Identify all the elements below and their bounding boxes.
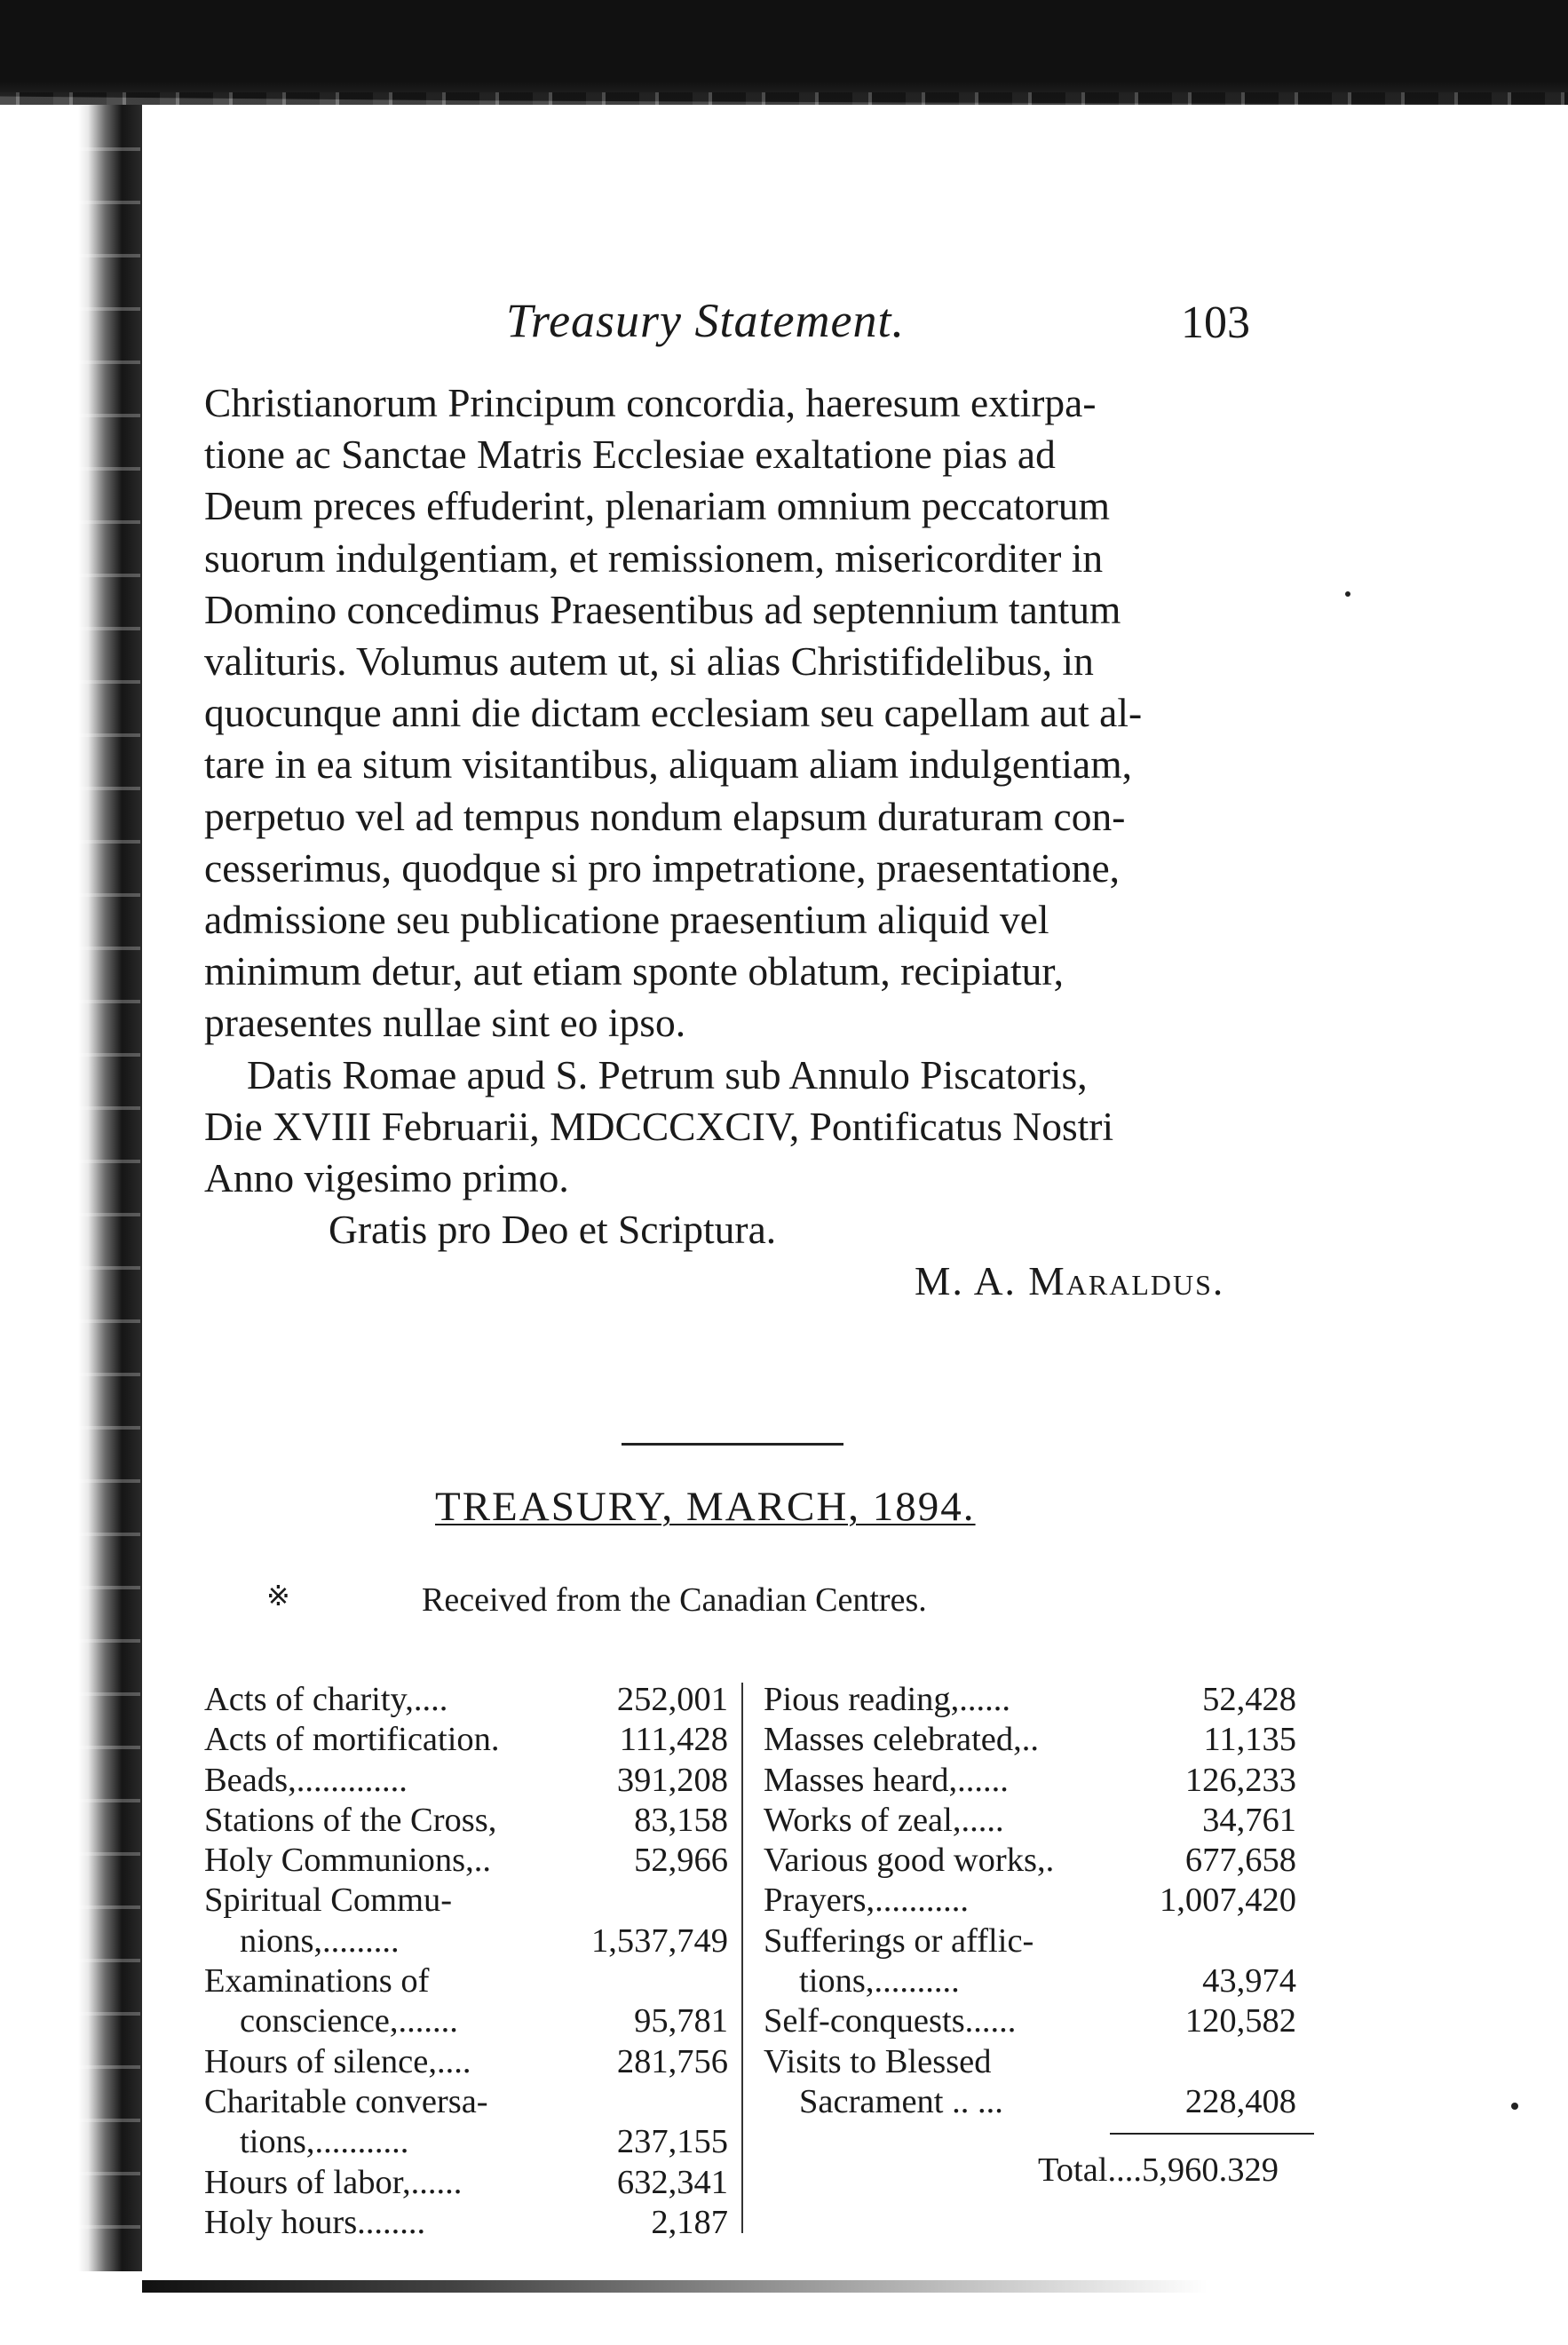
ledger-row: Masses heard,...... 126,233 bbox=[764, 1761, 1296, 1799]
ledger-row: Hours of labor,...... 632,341 bbox=[204, 2163, 728, 2201]
ledger-row: nions,......... 1,537,749 bbox=[240, 1921, 728, 1960]
text-line: Christianorum Principum concordia, haeresum extirpa- bbox=[204, 380, 1097, 425]
column-divider bbox=[741, 1683, 743, 2233]
text-line: Deum preces effuderint, plenariam omnium peccatorum bbox=[204, 483, 1110, 529]
book-page bbox=[142, 133, 1509, 2246]
page-number: 103 bbox=[1181, 297, 1250, 348]
text-line: quocunque anni die dictam ecclesiam seu capellam aut al- bbox=[204, 690, 1143, 736]
ledger-right-column bbox=[764, 1680, 1296, 2191]
ledger-row: Self-conquests...... 120,582 bbox=[764, 2002, 1296, 2040]
scan-mark-icon: ※ bbox=[266, 1580, 290, 1612]
ledger-row: Sufferings or afflic- bbox=[764, 1921, 1034, 1960]
text-line: valituris. Volumus autem ut, si alias Christifidelibus, in bbox=[204, 638, 1094, 685]
section-divider bbox=[622, 1443, 843, 1446]
text-line: tare in ea situm visitantibus, aliquam aliam indulgentiam, bbox=[204, 741, 1133, 788]
ledger-row: Works of zeal,..... 34,761 bbox=[764, 1801, 1296, 1839]
text-line: praesentes nullae sint eo ipso. bbox=[204, 1000, 686, 1046]
ledger-row: Acts of mortification. 111,428 bbox=[204, 1721, 728, 1759]
total-rule bbox=[1110, 2133, 1314, 2135]
treasury-heading: TREASURY, MARCH, 1894. bbox=[435, 1484, 976, 1530]
scan-top-border bbox=[0, 0, 1568, 105]
ledger-row: Holy Communions,.. 52,966 bbox=[204, 1842, 728, 1880]
signature: M. A. Maraldus. bbox=[915, 1258, 1225, 1304]
ledger-left-column bbox=[204, 1680, 728, 2243]
ledger-row: Prayers,........... 1,007,420 bbox=[764, 1882, 1296, 1920]
ledger-row: Sacrament .. ... 228,408 bbox=[799, 2082, 1296, 2120]
total-row bbox=[764, 2151, 1296, 2191]
ledger-row: Stations of the Cross, 83,158 bbox=[204, 1801, 728, 1839]
scan-speck bbox=[1511, 2103, 1518, 2110]
ledger-row: Hours of silence,.... 281,756 bbox=[204, 2042, 728, 2080]
text-line: perpetuo vel ad tempus nondum elapsum duraturam con- bbox=[204, 793, 1126, 839]
ledger-row: conscience,....... 95,781 bbox=[240, 2002, 728, 2040]
running-head bbox=[142, 293, 1296, 364]
total-value: Total....5,960.329 bbox=[1037, 2151, 1279, 2190]
ledger-row: tions,.......... 43,974 bbox=[799, 1962, 1296, 2000]
ledger-row: Visits to Blessed bbox=[764, 2042, 992, 2080]
ledger-row: tions,........... 237,155 bbox=[240, 2123, 728, 2161]
ledger-row: Acts of charity,.... 252,001 bbox=[204, 1681, 728, 1718]
scan-left-texture bbox=[78, 124, 140, 2255]
text-line: suorum indulgentiam, et remissionem, misericorditer in bbox=[204, 535, 1104, 581]
text-line: Die XVIII Februarii, MDCCCXCIV, Pontificatus Nostri bbox=[204, 1103, 1114, 1149]
text-line: Anno vigesimo primo. bbox=[204, 1155, 569, 1201]
ledger-row: Spiritual Commu- bbox=[204, 1882, 453, 1920]
ledger-row: Charitable conversa- bbox=[204, 2082, 488, 2120]
ledger-row: Pious reading,...... 52,428 bbox=[764, 1681, 1296, 1718]
scan-bottom-border bbox=[142, 2280, 1208, 2293]
text-line: Datis Romae apud S. Petrum sub Annulo Piscatoris, bbox=[247, 1051, 1088, 1097]
ledger-row: Beads,............. 391,208 bbox=[204, 1761, 728, 1799]
running-title: Treasury Statement. bbox=[506, 294, 905, 347]
ledger-row: Examinations of bbox=[204, 1962, 430, 2000]
ledger-row: Holy hours........ 2,187 bbox=[204, 2203, 728, 2241]
text-line: minimum detur, aut etiam sponte oblatum, recipiatur, bbox=[204, 948, 1065, 994]
text-line: cesserimus, quodque si pro impetratione, praesentatione, bbox=[204, 844, 1121, 891]
gratis-line: Gratis pro Deo et Scriptura. bbox=[329, 1207, 777, 1253]
ledger-row: Masses celebrated,.. 11,135 bbox=[764, 1721, 1296, 1759]
text-line: admissione seu publicatione praesentium aliquid vel bbox=[204, 897, 1049, 943]
text-line: Domino concedimus Praesentibus ad septennium tantum bbox=[204, 586, 1121, 632]
latin-text-block bbox=[204, 377, 1283, 1308]
received-subheading: Received from the Canadian Centres. bbox=[422, 1581, 927, 1619]
scan-top-edge bbox=[0, 92, 1568, 105]
ledger-row: Various good works,. 677,658 bbox=[764, 1842, 1296, 1880]
text-line: tione ac Sanctae Matris Ecclesiae exaltatione pias ad bbox=[204, 432, 1056, 478]
